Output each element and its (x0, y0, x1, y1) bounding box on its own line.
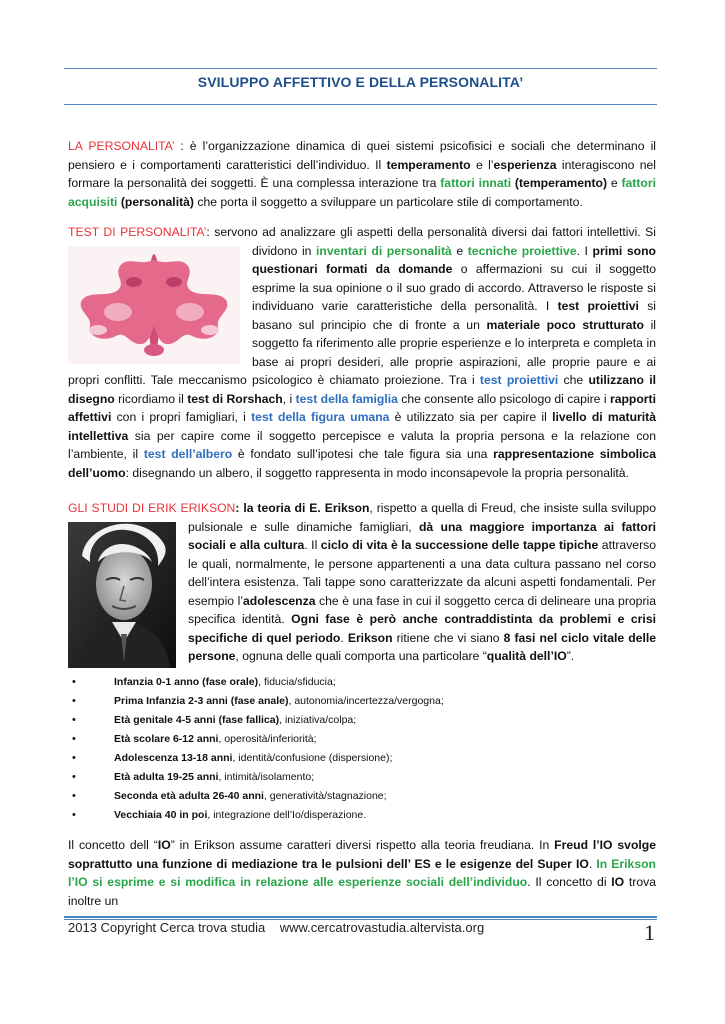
bullet-icon: • (72, 771, 76, 783)
section-lead: LA PERSONALITA’ (68, 139, 175, 153)
bullet-icon: • (72, 733, 76, 745)
list-item: • Età genitale 4-5 anni (fase fallica), iniziativa/colpa; (68, 711, 656, 730)
bullet-icon: • (72, 752, 76, 764)
list-item: • Età adulta 19-25 anni, intimità/isolamento; (68, 768, 656, 787)
erikson-portrait-photo (68, 522, 176, 668)
footer-text: 2013 Copyright Cerca trova studia www.cercatrovastudia.altervista.org (68, 920, 485, 935)
header-rule-bottom (64, 104, 657, 105)
list-item: • Seconda età adulta 26-40 anni, generatività/stagnazione; (68, 787, 656, 806)
list-item: • Infanzia 0-1 anno (fase orale), fiducia/sfiducia; (68, 673, 656, 692)
list-item: • Prima Infanzia 2-3 anni (fase anale), autonomia/incertezza/vergogna; (68, 692, 656, 711)
bullet-icon: • (72, 790, 76, 802)
page-title: SVILUPPO AFFETTIVO E DELLA PERSONALITA’ (197, 74, 524, 90)
paragraph-personalita: LA PERSONALITA’ : è l’organizzazione dinamica di quei sistemi psicofisici e sociali che determinano il pensiero e i comportamenti caratteristici dell’individuo. Il temperamento e l’esperienza interagiscono nel formare la personalità dei soggetti. È una complessa interazione tra fattori innati (temperamento) e fattori acquisiti (personalità) che porta il soggetto a sviluppare un particolare stile di comportamento. (68, 139, 657, 209)
page-number: 1 (644, 920, 655, 945)
header-rule-top (64, 68, 657, 69)
bullet-icon: • (72, 695, 76, 707)
list-item: • Vecchiaia 40 in poi, integrazione dell’Io/disperazione. (68, 806, 656, 825)
list-item: • Età scolare 6-12 anni, operosità/inferiorità; (68, 730, 656, 749)
erikson-stages-list (68, 673, 656, 825)
bullet-icon: • (72, 809, 76, 821)
paragraph-test-personalita: TEST DI PERSONALITA’: servono ad analizzare gli aspetti della personalità diversi dai fattori intellettivi. Si dividono in inventari di personalità e tecniche proiettive. I primi sono questionari formati da domande o affermazioni su cui il soggetto esprime la sua opinione o il suo grado di accordo. Attraverso le risposte si individuano varie caratteristiche della personalità. I test proiettivi si basano sul principio che di fronte a un materiale poco strutturato il soggetto fa riferimento alle proprie esperienze e lo interpreta e completa in base ai propri desideri, alle proprie aspirazioni, alle proprie paure e ai propri conflitti. Tale meccanismo psicologico è chiamato proiezione. Tra i test proiettivi che utilizzano il disegno ricordiamo il test di Rorshach, i test della famiglia che consente allo psicologo di capire i rapporti affettivi con i propri famigliari, i test della figura umana è utilizzato sia per capire il livello di maturità intellettiva sia per capire come il soggetto percepisce e valuta la propria persona e la relazione con l’ambiente, il test dell’albero è fondato sull’ipotesi che tale figura sia una rappresentazione simbolica dell’uomo: disegnando un albero, il soggetto rappresenta in modo inconsapevole la propria personalità. (68, 225, 656, 480)
section-lead: TEST DI PERSONALITA’ (68, 225, 207, 239)
rorschach-inkblot-image (68, 246, 240, 364)
bullet-icon: • (72, 714, 76, 726)
paragraph-io-concept: Il concetto dell “IO” in Erikson assume caratteri diversi rispetto alla teoria freudiana. In Freud l’IO svolge soprattutto una funzione di mediazione tra le pulsioni dell’ ES e le esigenze del Super IO. In Erikson l’IO si esprime e si modifica in relazione alle esperienze sociali dell’individuo. Il concetto di IO trova inoltre un (68, 838, 656, 908)
bullet-icon: • (72, 676, 76, 688)
list-item: • Adolescenza 13-18 anni, identità/confusione (dispersione); (68, 749, 656, 768)
section-lead: GLI STUDI DI ERIK ERIKSON (68, 501, 236, 515)
paragraph-erikson: GLI STUDI DI ERIK ERIKSON: la teoria di E. Erikson, rispetto a quella di Freud, che insiste sulla sviluppo pulsionale e sulle dinamiche famigliari, dà una maggiore importanza ai fattori sociali e alla cultura. Il ciclo di vita è la successione delle tappe tipiche attraverso le quali, normalmente, le persone appartenenti a una data cultura passano nel corso dell’intera esistenza. Tali tappe sono caratterizzate da alcuni aspetti fondamentali. Per esempio l’adolescenza che è una fase in cui il soggetto cerca di delineare una propria specifica identità. Ogni fase è però anche contraddistinta da problemi e crisi specifiche di quel periodo. Erikson ritiene che vi siano 8 fasi nel ciclo vitale delle persone, ognuna delle quali comporta una particolare “qualità dell’IO”. (68, 499, 656, 670)
footer-rule (64, 916, 657, 918)
